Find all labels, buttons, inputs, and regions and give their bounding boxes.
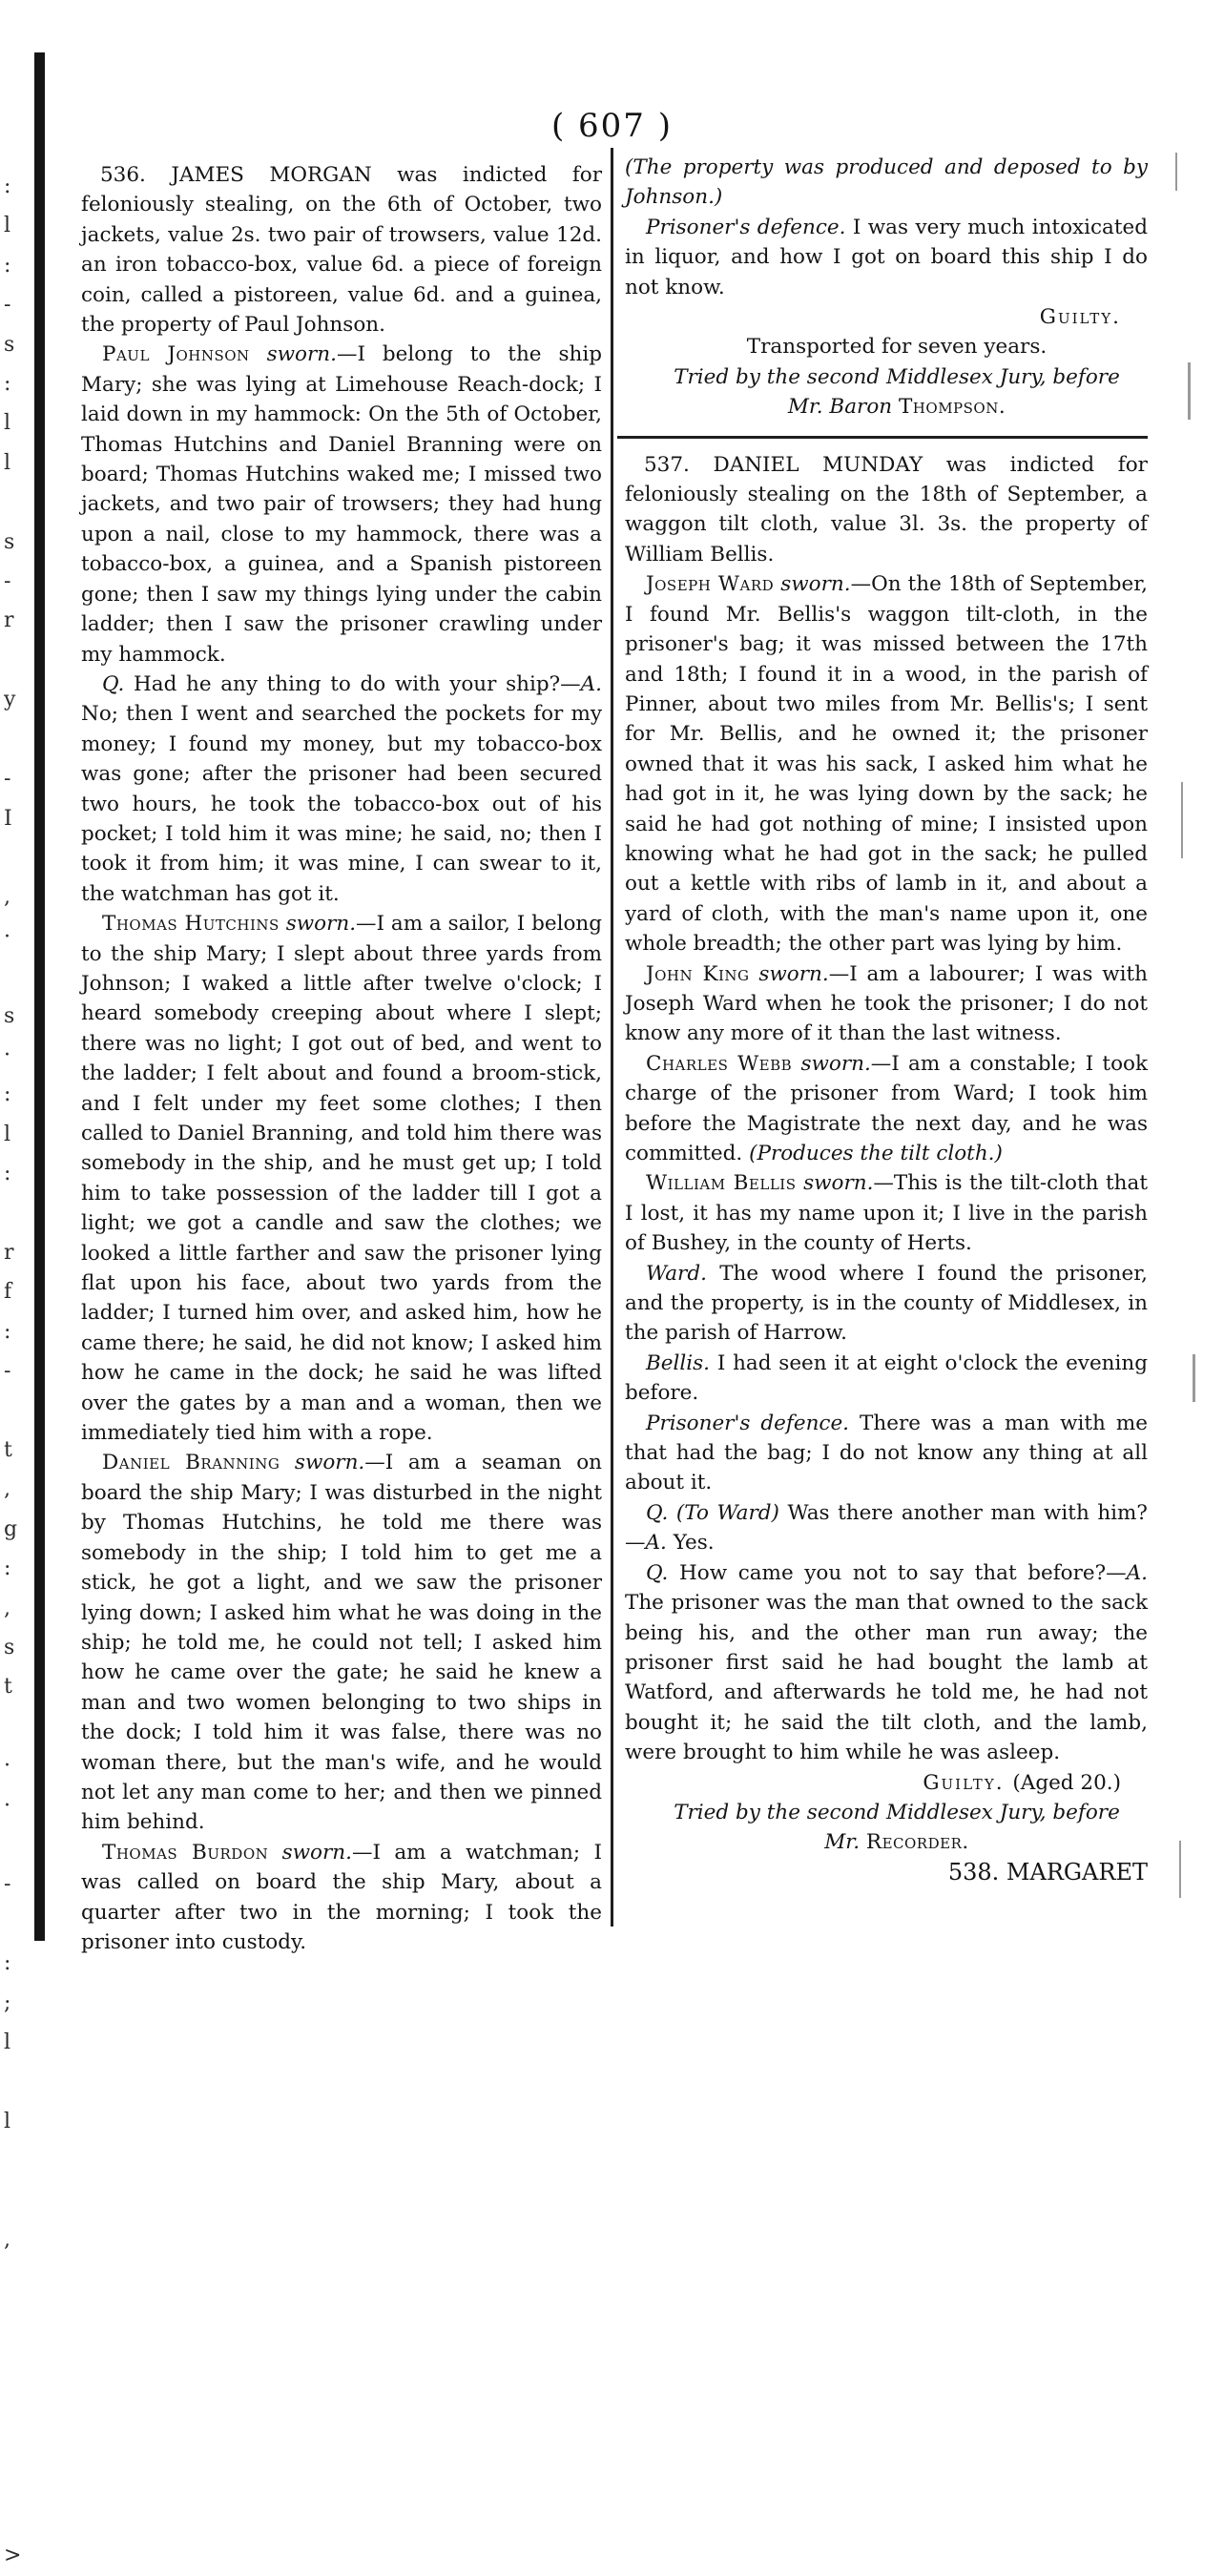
- case-536-verdict: Guilty.: [1039, 305, 1121, 330]
- margin-mark: [4, 2379, 23, 2418]
- margin-mark: [4, 1391, 23, 1431]
- answer-text: No; then I went and searched the pockets for my money; I found my money, but my tobacco-box was gone; after the prisoner had been secured two hours, he took the tobacco-box out of his pocket; I told him it was mine; he said, no; then I took it from him; it was mine, I can swear to it, the watchman has got it.: [81, 702, 602, 906]
- testimony-text: —On the 18th of September, I found Mr. Bellis's waggon tilt-cloth, in the prisoner's bag; it was missed between the 17th and 18th; I found it in a wood, in the parish of Pinner, about two miles from Mr. Bellis's; I sent for Mr. Bellis, and he owned it; the prisoner owned that it was his sack, I asked him what he had got in it, he was lying down by the sack; he said he had got nothing of mine; I insisted upon knowing what he had got in the sack; he pulled out a kettle with ribs of lamb in it, and about a yard of cloth, with the man's name upon it, one whole breadth; the other part was lying by him.: [625, 572, 1148, 957]
- scan-speck: [1179, 1841, 1181, 1898]
- judge-title: Mr. Baron: [787, 395, 893, 420]
- case-537-tried-line: Tried by the second Middlesex Jury, before: [674, 1800, 1120, 1824]
- margin-mark: s: [4, 1003, 15, 1028]
- scan-speck: [1188, 362, 1191, 420]
- margin-mark: -: [4, 293, 11, 318]
- question-addressee: (To Ward): [675, 1500, 779, 1525]
- judge-title: Mr.: [824, 1830, 861, 1855]
- speaker-label: Bellis.: [646, 1350, 711, 1375]
- case-537-defendant: DANIEL MUNDAY: [713, 452, 923, 477]
- margin-mark: t: [4, 1438, 12, 1462]
- witness-name: Charles Webb: [646, 1051, 793, 1076]
- margin-mark: [4, 641, 23, 680]
- margin-mark: t: [4, 1675, 12, 1700]
- page-binding-edge: [34, 52, 45, 1941]
- case-536-question-1: [81, 670, 602, 909]
- margin-mark: y: [4, 688, 16, 712]
- margin-mark: [4, 1707, 23, 1746]
- case-537-judge-line: [625, 1827, 1148, 1857]
- property-note: (The property was produced and deposed to by Johnson.): [625, 155, 1148, 210]
- case-537-verdict-line: [625, 1768, 1148, 1798]
- margin-mark: [4, 2458, 23, 2497]
- margin-mark: l: [4, 2030, 11, 2055]
- sworn-label: sworn.: [758, 961, 829, 986]
- margin-mark: [4, 2497, 23, 2536]
- case-537-bellis-testimony: [625, 1168, 1148, 1258]
- case-537-king-testimony: [625, 959, 1148, 1049]
- margin-mark: s: [4, 1636, 15, 1660]
- defence-label: Prisoner's defence.: [646, 215, 846, 239]
- margin-mark: [4, 720, 23, 759]
- margin-mark: l: [4, 450, 11, 475]
- margin-mark: [4, 483, 23, 522]
- case-537-question-1: [625, 1498, 1148, 1558]
- scan-speck: [1193, 1354, 1195, 1402]
- question-mark: Q.: [646, 1560, 669, 1585]
- margin-mark: l: [4, 2109, 11, 2133]
- testimony-text: —I am a labourer; I was with Joseph Ward when he took the prisoner; I do not know any more of it than the last witness.: [625, 961, 1148, 1046]
- speaker-label: Ward.: [646, 1261, 707, 1286]
- case-536-number: 536.: [100, 163, 146, 187]
- margin-mark: [4, 2299, 23, 2339]
- case-separator-rule: [617, 436, 1148, 439]
- margin-mark: [4, 838, 23, 877]
- case-537-indictment-text: was indicted for feloniously stealing on the 18th of September, a waggon tilt cloth, value 3l. 3s. the property of William Bellis.: [625, 452, 1148, 567]
- defence-text: There was a man with me that had the bag; I do not know any thing at all about it.: [625, 1411, 1148, 1495]
- margin-mark: ;: [4, 1990, 11, 2015]
- witness-name: Daniel Branning: [102, 1451, 280, 1475]
- margin-mark: g: [4, 1516, 18, 1541]
- left-margin-bleed-marks: [4, 167, 23, 2576]
- question-text: How came you not to say that before?—: [679, 1560, 1127, 1585]
- defence-text: I was very much intoxicated in liquor, and how I got on board this ship I do not know.: [625, 215, 1148, 299]
- case-536-indictment-text: was indicted for feloniously stealing, on the 6th of October, two jackets, value 2s. two pair of trowsers, value 12d. an iron tobacco-box, value 6d. a piece of foreign coin, called a pistoreen, value 6d. and a guinea, the property of Paul Johnson.: [81, 163, 603, 338]
- case-537-defence: [625, 1409, 1148, 1498]
- margin-mark: [4, 957, 23, 996]
- margin-mark: -: [4, 1359, 11, 1384]
- margin-mark: f: [4, 1280, 12, 1305]
- case-536-defendant: JAMES MORGAN: [171, 163, 372, 187]
- margin-mark: ·: [4, 1754, 10, 1779]
- witness-name: Thomas Burdon: [102, 1840, 269, 1865]
- margin-mark: -: [4, 1872, 11, 1897]
- witness-name: Paul Johnson: [102, 342, 250, 367]
- testimony-text: —I am a sailor, I belong to the ship Mary; I slept about three yards from Johnson; I waked a little after twelve o'clock; I heard somebody creeping about where I slept; there was no light; I got out of bed, and went to the ladder; I felt about and found a broom-stick, and I felt under my feet some clothes; I then called to Daniel Branning, and told him there was somebody in the ship, and he must get up; I told him to take possession of the ladder till I got a light; we got a candle and saw the clothes; we looked a little farther and saw the prisoner lying flat upon his face, about two yards from the ladder; I turned him over, and asked him, how he came there; he said, he did not know; I asked him how he came in the dock; he said he was lifted over the gates by a man and a woman, then we immediately tied him with a rope.: [81, 912, 602, 1446]
- question-mark: Q.: [102, 671, 125, 696]
- margin-mark: l: [4, 1122, 11, 1146]
- scan-speck: [1181, 782, 1183, 858]
- column-divider: [611, 148, 613, 1927]
- margin-mark: r: [4, 608, 14, 633]
- answer-mark: A.: [580, 671, 602, 696]
- margin-mark: ,: [4, 1477, 10, 1502]
- answer-mark: A.: [645, 1531, 667, 1556]
- margin-mark: [4, 2418, 23, 2457]
- margin-mark: [4, 2181, 23, 2220]
- sworn-label: sworn.: [800, 1051, 871, 1076]
- margin-mark: [4, 2141, 23, 2180]
- defence-label: Prisoner's defence.: [646, 1411, 850, 1435]
- case-537-question-2: [625, 1558, 1148, 1768]
- margin-mark: :: [4, 1951, 11, 1976]
- question-mark: Q.: [646, 1500, 669, 1525]
- margin-mark: s: [4, 529, 15, 554]
- sworn-label: sworn.: [294, 1451, 365, 1475]
- witness-name: Joseph Ward: [646, 572, 775, 597]
- judge-name: Thompson.: [898, 395, 1006, 420]
- answer-text: The prisoner was the man that owned to the sack being his, and the other man run away; the prisoner first said he had bought the lamb at Watford, and afterwards he told me, he had not bought it; he said the tilt cloth, and the lamb, were brought to him while he was asleep.: [625, 1591, 1148, 1765]
- sworn-label: sworn.: [285, 912, 357, 937]
- margin-mark: :: [4, 372, 11, 397]
- margin-mark: [4, 2260, 23, 2299]
- case-536-johnson-testimony: [81, 340, 602, 669]
- case-537-ward-testimony: [625, 569, 1148, 958]
- margin-mark: [4, 2339, 23, 2378]
- testimony-text: —I am a seaman on board the ship Mary; I was disturbed in the night by Thomas Hutchins, he told me there was somebody in the ship; I told him to get me a stick, he got a light, and we saw the prisoner lying down; I asked him what he was doing in the ship; he told me, he could not tell; I asked him how he came over the gate; he said he knew a man and two women belonging to two ships in the dock; I told him it was false, there was no woman there, but the man's wife, and he would not let any man come to her; and then we pinned him behind.: [81, 1451, 602, 1835]
- sworn-label: sworn.: [780, 572, 851, 597]
- margin-mark: [4, 1905, 23, 1944]
- margin-mark: ·: [4, 1793, 10, 1818]
- margin-mark: l: [4, 214, 11, 238]
- catchword: 538. MARGARET: [947, 1858, 1148, 1886]
- case-537-verdict: Guilty.: [923, 1770, 1005, 1795]
- case-537-ward-recall: [625, 1259, 1148, 1349]
- answer-mark: A.: [1126, 1560, 1148, 1585]
- margin-mark: :: [4, 1319, 11, 1344]
- margin-mark: ,: [4, 1596, 10, 1620]
- case-537-age: (Aged 20.): [1012, 1770, 1121, 1795]
- testimony-text: The wood where I found the prisoner, and the property, is in the county of Middlesex, in the parish of Harrow.: [625, 1261, 1148, 1346]
- case-536-property-note-line: [625, 153, 1148, 213]
- margin-mark: [4, 2063, 23, 2102]
- margin-mark: r: [4, 1240, 14, 1265]
- margin-mark: ·: [4, 924, 10, 949]
- case-536-sentence: Transported for seven years.: [746, 335, 1048, 360]
- case-536-tried-line: Tried by the second Middlesex Jury, before: [674, 364, 1120, 389]
- case-537-indictment: [625, 450, 1148, 570]
- testimony-text: —I am a constable; I took charge of the prisoner from Ward; I took him before the Magistrate the next day, and he was committed.: [625, 1051, 1148, 1165]
- case-536-judge-line: [625, 392, 1148, 422]
- margin-mark: -: [4, 569, 11, 594]
- margin-mark: ,: [4, 885, 10, 910]
- scan-speck: [1175, 153, 1177, 191]
- witness-name: William Bellis: [646, 1171, 797, 1196]
- question-text: Had he any thing to do with your ship?—: [134, 671, 581, 696]
- produces-note: (Produces the tilt cloth.): [749, 1142, 1003, 1165]
- margin-mark: l: [4, 411, 11, 436]
- margin-mark: -: [4, 767, 11, 792]
- left-column: [81, 160, 602, 1957]
- margin-mark: s: [4, 332, 15, 357]
- witness-name: Thomas Hutchins: [102, 912, 280, 937]
- sworn-label: sworn.: [281, 1840, 352, 1865]
- judge-name: Recorder.: [865, 1830, 969, 1855]
- testimony-text: —I am a watchman; I was called on board the ship Mary, about a quarter after two in the morning; I took the prisoner into custody.: [81, 1840, 602, 1954]
- case-536-defence: [625, 213, 1148, 302]
- testimony-text: I had seen it at eight o'clock the evening before.: [625, 1350, 1148, 1406]
- question-text: Was there another man with him?—: [625, 1500, 1148, 1556]
- margin-mark: :: [4, 1162, 11, 1186]
- testimony-text: —I belong to the ship Mary; she was lying at Limehouse Reach-dock; I laid down in my hammock: On the 5th of October, Thomas Hutchins and Daniel Branning were on board; Thomas Hutchins waked me; I missed two jackets, and two pair of trowsers; they had hung upon a nail, close to my hammock, there was a tobacco-box, a guinea, and a Spanish pistoreen gone; then I saw my things lying under the cabin ladder; then I saw the prisoner crawling under my hammock.: [81, 342, 602, 667]
- case-536-indictment: [81, 160, 602, 340]
- page-number: ( 607 ): [550, 107, 674, 145]
- margin-mark: :: [4, 175, 11, 198]
- right-column: [625, 153, 1148, 1887]
- margin-mark: >: [4, 2544, 22, 2568]
- case-537-bellis-recall: [625, 1349, 1148, 1409]
- margin-mark: ·: [4, 1042, 10, 1067]
- case-537-number: 537.: [644, 452, 690, 477]
- sworn-label: sworn.: [803, 1171, 874, 1196]
- margin-mark: :: [4, 1556, 11, 1581]
- margin-mark: :: [4, 1082, 11, 1107]
- case-536-hutchins-testimony: [81, 909, 602, 1448]
- margin-mark: [4, 1194, 23, 1233]
- answer-text: Yes.: [673, 1531, 715, 1556]
- margin-mark: ,: [4, 2228, 10, 2253]
- case-537-webb-testimony: [625, 1049, 1148, 1169]
- witness-name: John King: [646, 961, 750, 986]
- sworn-label: sworn.: [266, 342, 337, 367]
- margin-mark: :: [4, 253, 11, 278]
- case-536-branning-testimony: [81, 1448, 602, 1837]
- testimony-text: —This is the tilt-cloth that I lost, it has my name upon it; I live in the parish of Bushey, in the county of Herts.: [625, 1171, 1148, 1256]
- margin-mark: I: [4, 806, 12, 831]
- margin-mark: [4, 1825, 23, 1865]
- case-536-burdon-testimony-start: [81, 1838, 602, 1958]
